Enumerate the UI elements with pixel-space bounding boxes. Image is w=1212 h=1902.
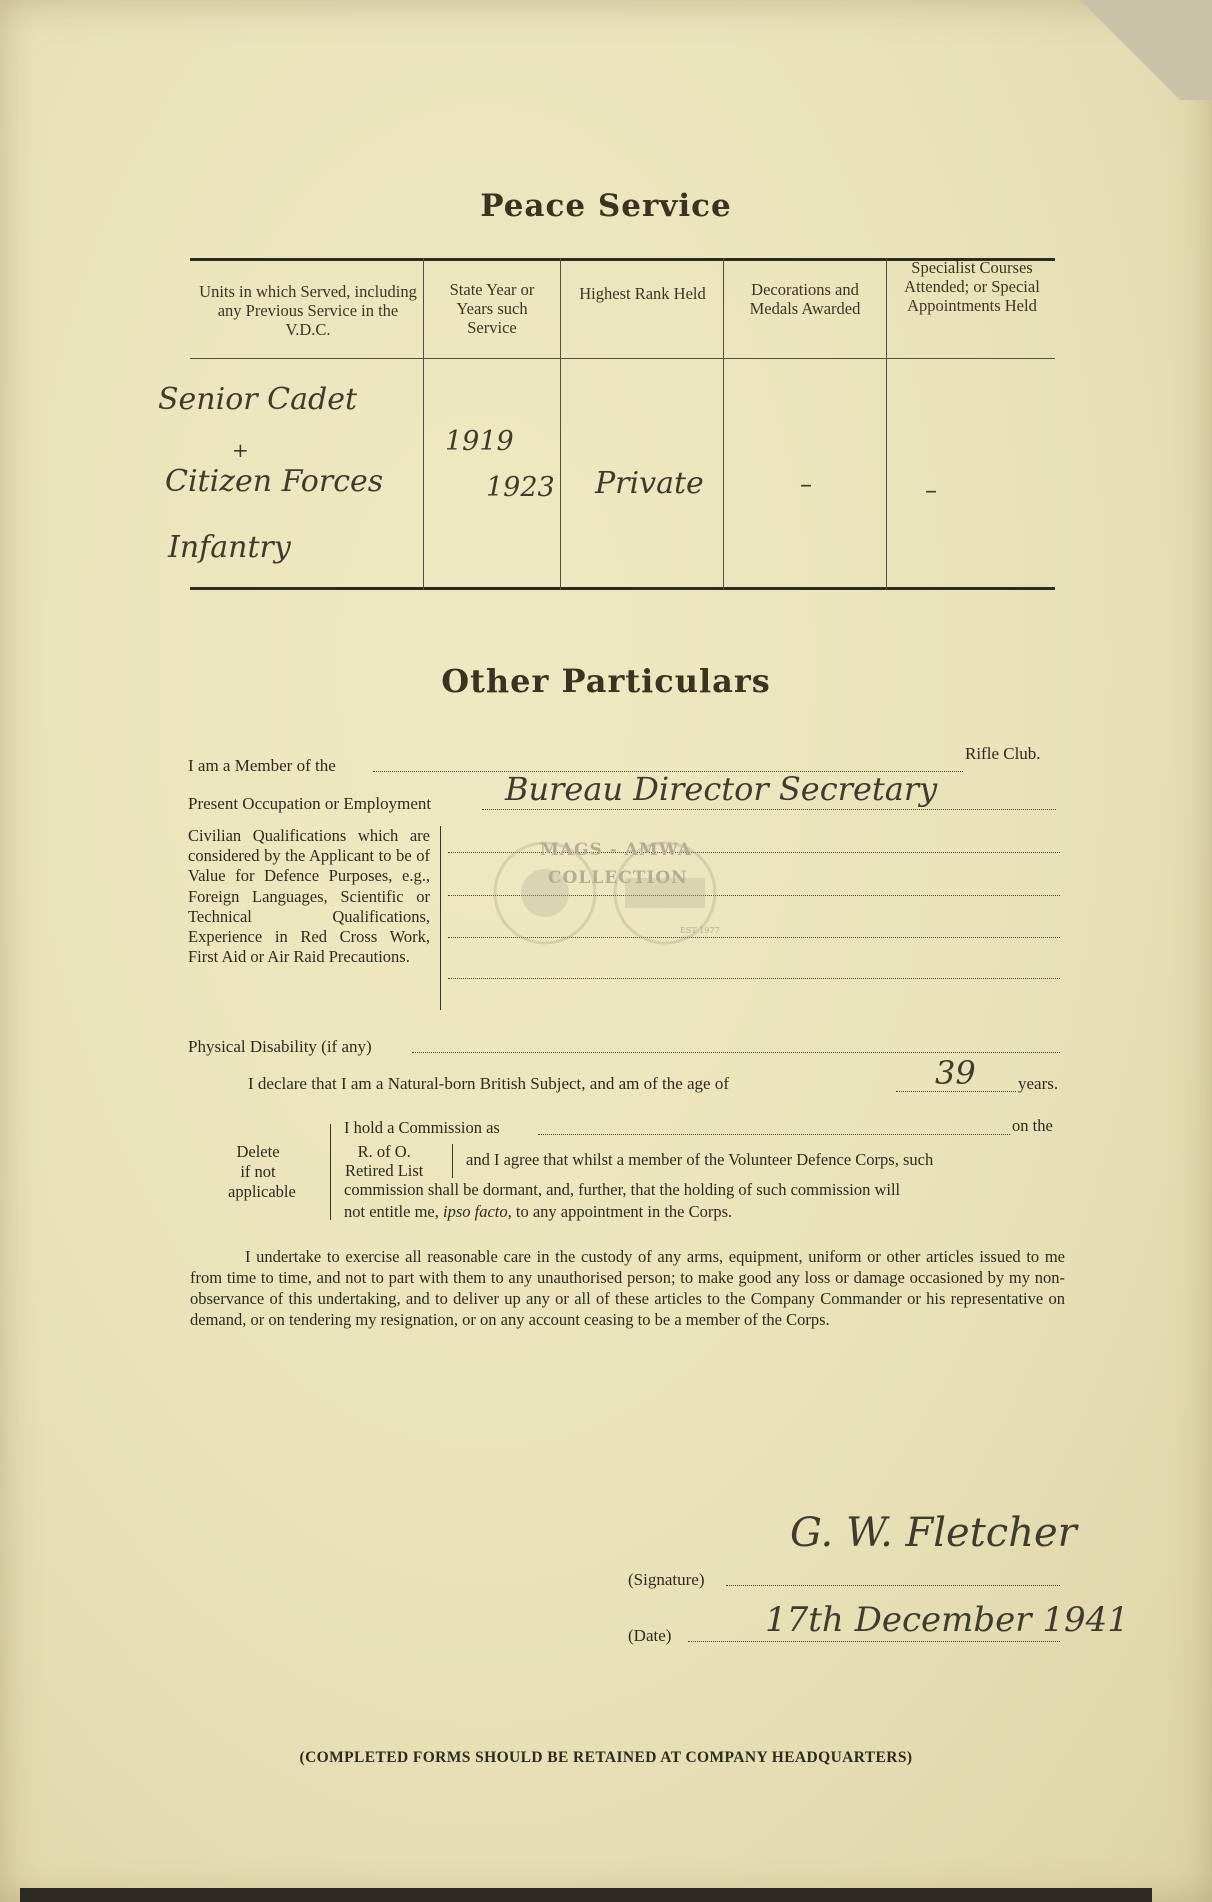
- handwritten-specialist: –: [925, 476, 937, 504]
- commission-agree: and I agree that whilst a member of the Volunteer Defence Corps, such: [466, 1150, 934, 1169]
- ro-retired-list: [345, 1142, 423, 1180]
- commission-line-4-pre: not entitle me,: [344, 1202, 439, 1221]
- folded-corner: [1022, 0, 1212, 100]
- ipso-facto: ipso facto,: [442, 1202, 512, 1221]
- signature-label: (Signature): [628, 1570, 705, 1589]
- years-label: years.: [1018, 1074, 1059, 1093]
- footer-instruction: (COMPLETED FORMS SHOULD BE RETAINED AT COMPANY HEADQUARTERS): [299, 1749, 913, 1766]
- commission-line-4-post: to any appointment in the Corps.: [515, 1202, 733, 1221]
- other-particulars-title: Other Particulars: [441, 662, 771, 700]
- disability-fill-line: [412, 1052, 1060, 1053]
- handwritten-plus: +: [232, 438, 249, 462]
- header-years: State Year or Years such Service: [449, 280, 535, 337]
- commission-line-1: I hold a Commission as: [344, 1118, 500, 1137]
- handwritten-rank: Private: [595, 466, 704, 501]
- handwritten-date: 17th December 1941: [765, 1600, 1129, 1640]
- commission-fill-line: [538, 1134, 1010, 1135]
- handwritten-unit-3: Infantry: [168, 530, 291, 565]
- qualifications-bracket: [440, 826, 441, 1010]
- header-decorations: Decorations and Medals Awarded: [749, 280, 861, 318]
- delete-label-1: Delete: [236, 1142, 280, 1161]
- stamp-text-3: EST 1977: [680, 926, 720, 935]
- stamp-text-2: COLLECTION: [548, 868, 688, 888]
- header-specialist: Specialist Courses Attended; or Special Appointments Held: [904, 258, 1040, 315]
- stamp-text-1: MAGS - AMWA: [540, 840, 692, 860]
- page-bottom-edge: [20, 1888, 1152, 1902]
- handwritten-year-start: 1919: [445, 426, 514, 457]
- member-label: I am a Member of the: [188, 756, 336, 775]
- handwritten-decorations: –: [800, 470, 812, 498]
- occupation-fill-line: [482, 809, 1056, 810]
- signature-fill-line: [726, 1585, 1060, 1586]
- date-label: (Date): [628, 1626, 672, 1645]
- handwritten-signature: G. W. Fletcher: [790, 1510, 1077, 1556]
- delete-label-2: if not: [240, 1162, 276, 1181]
- handwritten-age: 39: [935, 1054, 976, 1092]
- date-fill-line: [688, 1641, 1060, 1642]
- commission-line-4: [344, 1202, 732, 1222]
- retired-list-label: Retired List: [345, 1161, 424, 1180]
- handwritten-occupation: Bureau Director Secretary: [505, 770, 938, 808]
- table-bottom-rule: [190, 587, 1055, 590]
- peace-service-table: [158, 258, 1055, 590]
- table-column-divider: [423, 258, 424, 590]
- handwritten-unit-2: Citizen Forces: [165, 464, 384, 499]
- table-column-divider: [560, 258, 561, 590]
- commission-brace: [330, 1124, 331, 1220]
- table-column-divider: [723, 258, 724, 590]
- handwritten-unit-1: Senior Cadet: [158, 382, 358, 417]
- disability-label: Physical Disability (if any): [188, 1037, 372, 1056]
- header-units: Units in which Served, including any Previous Service in the V.D.C.: [199, 282, 417, 339]
- commission-line-3: commission shall be dormant, and, further, that the holding of such commission will: [344, 1180, 901, 1199]
- handwritten-year-end: 1923: [486, 472, 555, 503]
- ro-brace: [452, 1144, 453, 1178]
- rifle-club-label: Rifle Club.: [965, 744, 1041, 763]
- declaration-text: I declare that I am a Natural-born British Subject, and am of the age of: [248, 1074, 730, 1093]
- delete-if-not-applicable: [228, 1142, 296, 1202]
- header-rank: Highest Rank Held: [579, 284, 706, 303]
- undertaking-paragraph: [190, 1246, 1065, 1330]
- table-column-divider: [886, 258, 887, 590]
- civilian-qualifications-label: Civilian Qualifications which are considered by the Applicant to be of Value for Defence Purposes, e.g., Foreign Languages, Scientific or Technical Qualifications, Experience in Red Cross Work, First Aid or Air Raid Precautions.: [188, 826, 430, 967]
- occupation-label: Present Occupation or Employment: [188, 794, 432, 813]
- qualifications-line-4: [448, 978, 1060, 979]
- peace-service-title: Peace Service: [480, 188, 732, 224]
- ro-label: R. of O.: [357, 1142, 411, 1161]
- table-header-rule: [190, 358, 1055, 359]
- delete-label-3: applicable: [228, 1182, 296, 1201]
- commission-on-the: on the: [1012, 1116, 1053, 1135]
- undertaking-text: I undertake to exercise all reasonable care in the custody of any arms, equipment, uniform or other articles issued to me from time to time, and not to part with them to any unauthorised person; to make good any loss or damage occasioned by my non-observance of this undertaking, and to deliver up any or all of these articles to the Company Commander or his representative on demand, or on tendering my resignation, or on any account ceasing to be a member of the Corps.: [190, 1247, 1065, 1329]
